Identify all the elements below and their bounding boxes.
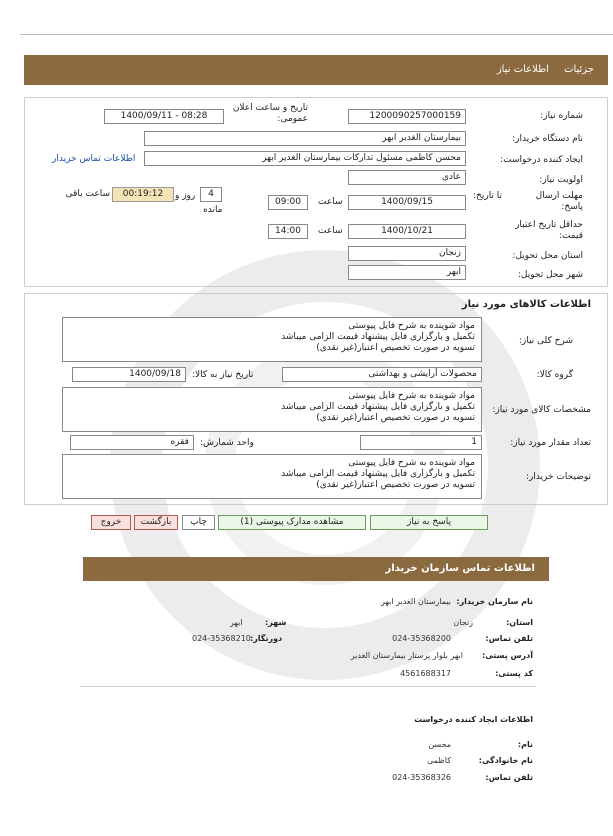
announce-label: تاریخ و ساعت اعلان عمومی: [232,103,308,124]
contact-header: اطلاعات تماس سازمان خریدار [83,557,549,581]
contact-phone-value: 024-35368200 [392,634,451,643]
requester-label: ایجاد کننده درخواست: [500,155,583,165]
deadline-label: مهلت ارسال پاسخ: [535,191,583,212]
contact-address-value: ابهر بلوار پرستار بیمارستان الغدیر [350,651,463,660]
qty-field: 1 [360,435,482,450]
contact-fax-label: دورنگار: [250,634,283,643]
contact-city-label: شهر: [265,618,287,627]
summary-label: شرح کلی نیاز: [518,336,573,346]
contact-fax-value: 024-35368210 [192,634,251,643]
buyer-org-field: بیمارستان الغدیر ابهر [144,131,466,146]
need-date-label: تاریخ نیاز به کالا: [192,370,254,380]
unit-label: واحد شمارش: [200,438,254,448]
group-label: گروه کالا: [536,370,573,380]
validity-date-field: 1400/10/21 [348,224,466,239]
goods-section-title: اطلاعات کالاهای مورد نیاز [461,299,591,310]
validity-time-field: 14:00 [268,224,308,239]
days-label: روز و [175,191,196,201]
print-button[interactable]: چاپ [182,515,215,530]
reply-button[interactable]: پاسخ به نیاز [370,515,488,530]
requester-field: محسن کاظمی مسئول تدارکات بیمارستان الغدیر ابهر [144,151,466,166]
summary-field: مواد شوینده به شرح فایل پیوستی تکمیل و بارگزاری فایل پیشنهاد قیمت الزامی میباشد تسویه در صورت تخصیص اعتبار(غیر نقدی) [62,317,482,362]
buyer-desc-label: توضیحات خریدار: [525,472,591,482]
province-field: زنجان [348,246,466,261]
spec-field: مواد شوینده به شرح فایل پیوستی تکمیل و بارگزاری فایل پیشنهاد قیمت الزامی میباشد تسویه در صورت تخصیص اعتبار(غیر نقدی) [62,387,482,432]
announce-field: 1400/09/11 - 08:28 [104,109,224,124]
creator-last-name-value: کاظمی [427,756,451,765]
contact-province-label: استان: [506,618,533,627]
contact-postal-value: 4561688317 [400,669,451,678]
need-date-field: 1400/09/18 [72,367,186,382]
creator-first-name-value: محسن [428,740,451,749]
contact-phone-label: تلفن تماس: [485,634,533,643]
city-label: شهر محل تحویل: [517,270,583,280]
deadline-until-label: تا تاریخ: [473,191,503,201]
remaining-timer: 00:19:12 [112,187,174,202]
back-button[interactable]: بازگشت [134,515,178,530]
validity-time-label: ساعت [318,226,343,236]
attachments-button[interactable]: مشاهده مدارک پیوستی (1) [218,515,366,530]
deadline-time-label: ساعت [318,197,343,207]
contact-address-label: آدرس پستی: [482,651,533,660]
validity-label: حداقل تاریخ اعتبار قیمت: [515,220,583,241]
priority-label: اولویت نیاز: [539,175,583,185]
creator-phone-label: تلفن تماس: [485,773,533,782]
deadline-time-field: 09:00 [268,195,308,210]
unit-field: فقره [70,435,194,450]
contact-org-label: نام سازمان خریدار: [456,597,533,606]
priority-field: عادی [348,170,466,185]
spec-label: مشخصات کالای مورد نیاز: [492,405,591,415]
contact-province-value: زنجان [453,618,473,627]
need-number-label: شماره نیاز: [540,111,583,121]
province-label: استان محل تحویل: [512,251,583,261]
buyer-desc-field: مواد شوینده به شرح فایل پیوستی تکمیل و بارگزاری فایل پیشنهاد قیمت الزامی میباشد تسویه در صورت تخصیص اعتبار(غیر نقدی) [62,454,482,499]
days-remaining-field: 4 [200,187,222,202]
exit-button[interactable]: خروج [91,515,131,530]
page-header [24,55,608,85]
contact-postal-label: کد پستی: [495,669,533,678]
contact-city-value: ابهر [230,618,243,627]
contact-divider [80,686,536,687]
deadline-date-field: 1400/09/15 [348,195,466,210]
breadcrumb-need-info[interactable]: اطلاعات نیاز [496,64,549,75]
creator-section-title: اطلاعات ایجاد کننده درخواست [414,715,533,724]
qty-label: تعداد مقدار مورد نیاز: [510,438,591,448]
contact-org-value: بیمارستان الغدیر ابهر [381,597,451,606]
remaining-label: ساعت باقی [65,189,110,199]
creator-phone-value: 024-35368326 [392,773,451,782]
top-divider [20,34,613,35]
need-number-field: 1200090257000159 [348,109,466,124]
city-field: ابهر [348,265,466,280]
breadcrumb-details[interactable]: جزئیات [564,64,594,75]
group-field: محصولات آرایشی و بهداشتی [282,367,482,382]
creator-last-name-label: نام خانوادگی: [478,756,533,765]
buyer-contact-link[interactable]: اطلاعات تماس خریدار [52,154,136,164]
buyer-org-label: نام دستگاه خریدار: [512,134,583,144]
creator-first-name-label: نام: [517,740,533,749]
remaining-label-2: مانده [203,205,223,215]
